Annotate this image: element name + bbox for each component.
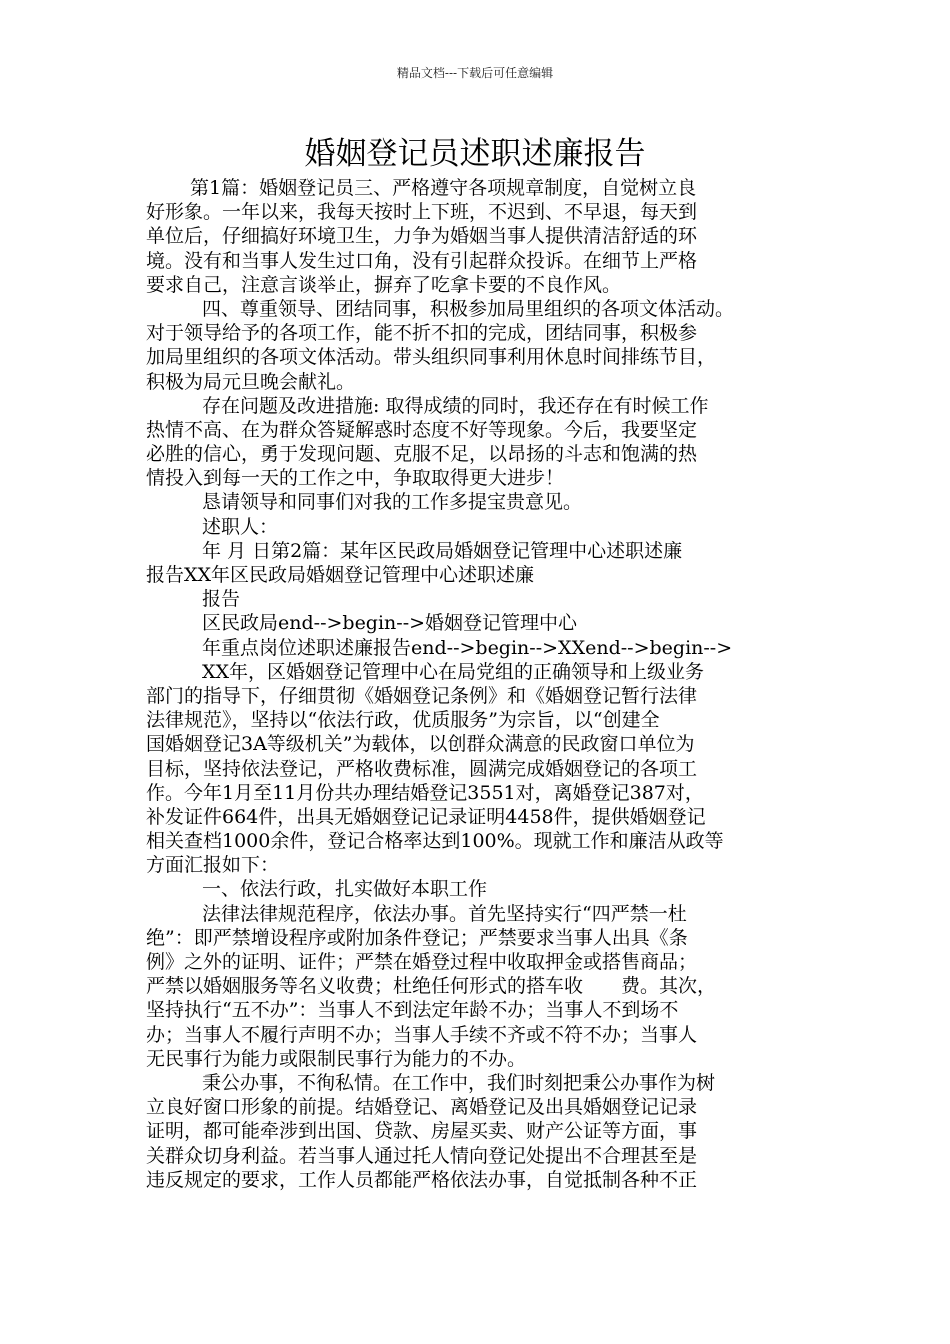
text-line: 无民事行为能力或限制民事行为能力的不办。 (146, 1047, 527, 1070)
page-header: 精品文档---下载后可任意编辑 (396, 66, 554, 80)
text-line: 积极为局元旦晚会献礼。 (146, 370, 356, 393)
text-line: 要求自己，注意言谈举止，摒弃了吃拿卡要的不良作风。 (146, 273, 622, 296)
text-line: 坚持执行“五不办”：当事人不到法定年龄不办；当事人不到场不 (146, 999, 679, 1022)
text-line: 存在问题及改进措施: 取得成绩的同时，我还存在有时候工作 (202, 394, 709, 417)
text-line: 述职人： (202, 515, 279, 538)
text-line: 绝”：即严禁增设程序或附加条件登记；严禁要求当事人出具《条 (146, 926, 688, 949)
text-line: 部门的指导下，仔细贯彻《婚姻登记条例》和《婚姻登记暂行法律 (146, 684, 698, 707)
document-title: 婚姻登记员述职述廉报告 (304, 136, 646, 172)
text-line: 国婚姻登记3A等级机关”为载体，以创群众满意的民政窗口单位为 (146, 733, 695, 756)
text-line: 单位后，仔细搞好环境卫生，力争为婚姻当事人提供清洁舒适的环 (146, 225, 698, 248)
document-body (146, 176, 832, 1192)
text-line: 四、尊重领导、团结同事，积极参加局里组织的各项文体活动。 (202, 297, 735, 320)
text-line: 相关查档1000余件，登记合格率达到100%。现就工作和廉洁从政等 (146, 830, 724, 853)
text-line: 关群众切身利益。若当事人通过托人情向登记处提出不合理甚至是 (146, 1144, 698, 1167)
text-line: 区民政局end-->begin-->婚姻登记管理中心 (202, 612, 578, 635)
text-line: 办；当事人不履行声明不办；当事人手续不齐或不符不办；当事人 (146, 1023, 698, 1046)
text-line: 法律规范》，坚持以“依法行政，优质服务”为宗旨，以“创建全 (146, 709, 660, 732)
text-line: 报告 (202, 588, 241, 611)
text-line: 严禁以婚姻服务等名义收费；杜绝任何形式的搭车收 费。其次， (146, 975, 717, 998)
text-line: 秉公办事，不徇私情。在工作中，我们时刻把秉公办事作为树 (202, 1071, 716, 1094)
text-line: 一、依法行政，扎实做好本职工作 (202, 878, 488, 901)
text-line: 年重点岗位述职述廉报告end-->begin-->XXend-->begin--> (202, 636, 733, 659)
text-line: 补发证件664件，出具无婚姻登记记录证明4458件，提供婚姻登记 (146, 805, 706, 828)
text-line: 立良好窗口形象的前提。结婚登记、离婚登记及出具婚姻登记记录 (146, 1096, 698, 1119)
text-line: 目标，坚持依法登记，严格收费标准，圆满完成婚姻登记的各项工 (146, 757, 698, 780)
text-line: 违反规定的要求，工作人员都能严格依法办事，自觉抵制各种不正 (146, 1168, 698, 1191)
text-line: 作。今年1月至11月份共办理结婚登记3551对，离婚登记387对， (146, 781, 704, 804)
text-line: 对于领导给予的各项工作，能不折不扣的完成，团结同事，积极参 (146, 322, 698, 345)
text-line: 报告XX年区民政局婚姻登记管理中心述职述廉 (146, 564, 535, 586)
text-line: 方面汇报如下： (146, 854, 280, 877)
text-line: 证明，都可能牵涉到出国、贷款、房屋买卖、财产公证等方面，事 (146, 1120, 698, 1143)
text-line: 好形象。一年以来，我每天按时上下班，不迟到、不早退，每天到 (146, 201, 698, 224)
text-line: 境。没有和当事人发生过口角，没有引起群众投诉。在细节上严格 (146, 249, 698, 272)
text-line: 恳请领导和同事们对我的工作多提宝贵意见。 (202, 491, 583, 514)
text-line: 法律法律规范程序，依法办事。首先坚持实行“四严禁一杜 (202, 902, 687, 925)
text-line: 例》之外的证明、证件；严禁在婚登过程中收取押金或搭售商品； (146, 951, 698, 973)
text-line: 第1篇：婚姻登记员三、严格遵守各项规章制度，自觉树立良 (190, 177, 697, 199)
text-line: 必胜的信心，勇于发现问题、克服不足，以昂扬的斗志和饱满的热 (146, 443, 698, 466)
text-line: 加局里组织的各项文体活动。带头组织同事利用休息时间排练节目， (146, 346, 717, 369)
text-line: 年 月 日第2篇：某年区民政局婚姻登记管理中心述职述廉 (202, 539, 683, 562)
text-line: 热情不高、在为群众答疑解惑时态度不好等现象。今后，我要坚定 (146, 418, 698, 441)
text-line: XX年，区婚姻登记管理中心在局党组的正确领导和上级业务 (202, 660, 705, 683)
text-line: 情投入到每一天的工作之中，争取取得更大进步！ (146, 467, 565, 490)
